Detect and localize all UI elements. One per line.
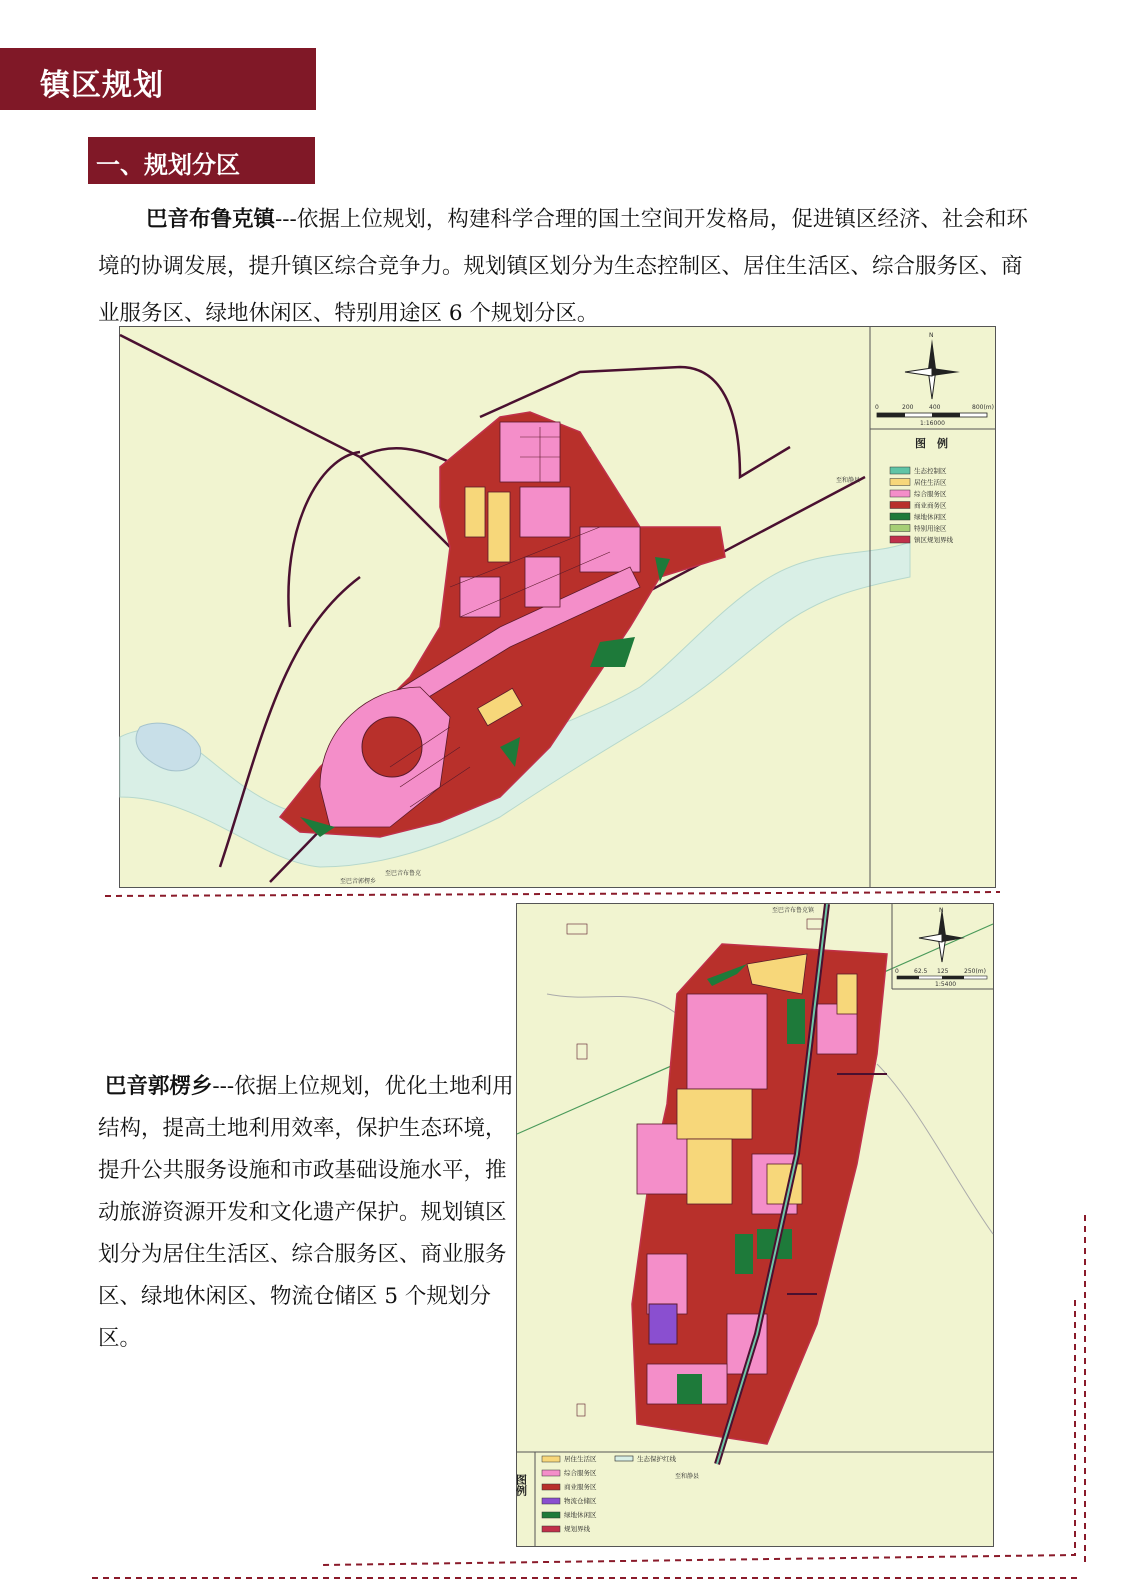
- town2-residential-block: [837, 974, 857, 1014]
- town1-residential-block: [465, 487, 485, 537]
- town1-scale-tick: 200: [902, 404, 914, 411]
- town1-service-block: [500, 422, 560, 482]
- town1-scale-bar: [875, 404, 994, 427]
- town1-separator: ---: [275, 207, 297, 232]
- legend-label: 物流仓储区: [564, 1497, 597, 1505]
- town2-paragraph: [98, 1066, 518, 1360]
- town2-road-label: 至和静县: [675, 1473, 700, 1480]
- town1-service-block: [520, 487, 570, 537]
- legend-label: 绿地休闲区: [914, 513, 947, 521]
- town2-service-block: [687, 994, 767, 1089]
- town1-scale-tick: 800(m): [972, 404, 994, 411]
- town1-map-svg: [120, 327, 995, 887]
- town1-road-loop-west: [288, 452, 360, 627]
- town2-scale-tick: 125: [937, 968, 949, 975]
- town2-legend: [542, 1454, 597, 1533]
- legend-label: 特别用途区: [914, 524, 947, 533]
- town1-text: 依据上位规划，构建科学合理的国土空间开发格局，促进镇区经济、社会和环境的协调发展，提升镇区综合竞争力。规划镇区划分为生态控制区、居住生活区、综合服务区、商业服务区、绿地休闲区、特别用途区 6 个规划分区。: [98, 207, 1028, 326]
- legend-label: 综合服务区: [914, 490, 947, 498]
- town2-road-label: 至巴音布鲁克镇: [772, 907, 815, 914]
- legend-label: 规划界线: [564, 1525, 590, 1533]
- subsection-banner: [88, 137, 315, 184]
- town1-plaza-circle: [362, 717, 422, 777]
- town2-residential-block: [687, 1139, 732, 1204]
- legend-swatch: [542, 1470, 560, 1476]
- town1-service-block: [580, 527, 640, 572]
- legend-swatch: [890, 502, 910, 509]
- legend-label: 镇区规划界线: [914, 536, 953, 544]
- town2-text: 依据上位规划，优化土地利用结构，提高土地利用效率，保护生态环境，提升公共服务设施和市政基础设施水平，推动旅游资源开发和文化遗产保护。规划镇区划分为居住生活区、综合服务区、商业服务区、绿地休闲区、物流仓储区 5 个规划分区。: [98, 1074, 514, 1351]
- town1-scale-tick: 400: [929, 404, 941, 411]
- legend-label: 商业商务区: [914, 501, 947, 510]
- town1-legend: [890, 466, 954, 544]
- legend-swatch: [890, 536, 910, 543]
- town2-green-block: [677, 1374, 702, 1404]
- town1-zoning-map: [119, 326, 996, 888]
- town1-scale-tick: 0: [875, 404, 879, 411]
- town2-green-block: [787, 999, 805, 1044]
- legend-swatch: [890, 467, 910, 474]
- subsection-title: 一、规划分区: [96, 151, 240, 179]
- legend-swatch: [542, 1484, 560, 1490]
- town2-zoning-map: [516, 903, 994, 1547]
- legend-label: 居住生活区: [564, 1455, 597, 1463]
- legend-swatch: [890, 490, 910, 497]
- section-banner: [0, 48, 316, 110]
- town2-terrain-line: [877, 1064, 993, 1234]
- town2-legend-extra: 生态保护红线: [637, 1455, 676, 1463]
- town2-scale-bar: [895, 968, 987, 988]
- town1-service-block: [460, 577, 500, 617]
- town2-scale-tick: 0: [895, 968, 899, 975]
- town2-residential-block: [677, 1089, 752, 1139]
- legend-label: 生态控制区: [914, 467, 947, 475]
- town2-north-label: N: [939, 907, 944, 914]
- town1-road-label: 至巴音布鲁克: [385, 870, 422, 877]
- legend-label: 居住生活区: [914, 478, 947, 487]
- town2-scale-tick: 250(m): [964, 968, 986, 975]
- town1-road-nw: [120, 335, 450, 547]
- town1-road-label: 至巴音郭楞乡: [340, 878, 377, 885]
- section-title: 镇区规划: [40, 68, 164, 103]
- town1-paragraph: [98, 196, 1038, 337]
- town2-name: 巴音郭楞乡: [104, 1074, 213, 1099]
- legend-swatch: [542, 1456, 560, 1462]
- town2-legend-title: 图例: [514, 1474, 528, 1496]
- legend-label: 绿地休闲区: [564, 1511, 597, 1519]
- legend-swatch: [890, 525, 910, 532]
- town2-logistics-block: [649, 1304, 677, 1344]
- legend-swatch: [542, 1498, 560, 1504]
- legend-swatch: [890, 513, 910, 520]
- legend-label: 商业服务区: [564, 1483, 597, 1491]
- town1-road-label: 至和静县: [836, 477, 861, 484]
- town2-separator: ---: [212, 1074, 235, 1099]
- legend-swatch: [542, 1512, 560, 1518]
- legend-swatch: [890, 479, 910, 486]
- town1-residential-block: [488, 492, 510, 562]
- legend-label: 综合服务区: [564, 1469, 597, 1477]
- town1-scale-ratio: 1:16000: [920, 420, 945, 427]
- town2-green-block: [735, 1234, 753, 1274]
- town1-name: 巴音布鲁克镇: [146, 207, 276, 232]
- town2-terrain-line: [547, 994, 677, 1014]
- town1-service-block: [525, 557, 560, 607]
- town2-scale-ratio: 1:5400: [935, 981, 957, 988]
- legend-swatch: [542, 1526, 560, 1532]
- town2-map-svg: [514, 904, 993, 1546]
- town1-north-label: N: [929, 332, 934, 339]
- town2-scale-tick: 62.5: [914, 968, 928, 975]
- town1-legend-title: 图 例: [915, 437, 948, 450]
- town1-north-arrow: [905, 332, 960, 399]
